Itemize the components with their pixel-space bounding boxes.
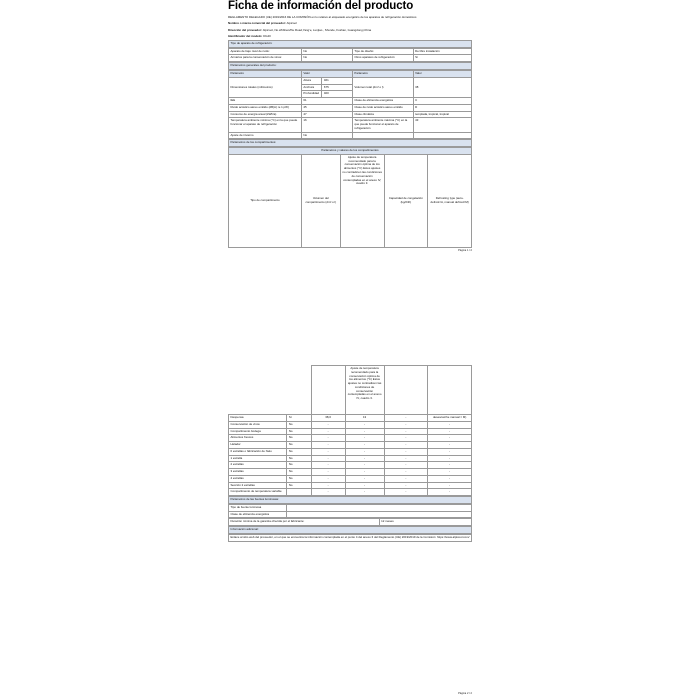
cell-value-2 bbox=[413, 132, 471, 139]
table-row bbox=[229, 535, 472, 542]
product-information-sheet bbox=[228, 0, 472, 252]
spacer-cell bbox=[428, 366, 472, 415]
dimension-value: 400 bbox=[322, 91, 352, 97]
compartment-freeze: - bbox=[384, 469, 428, 476]
model-id-label: Identificador del modelo: bbox=[228, 33, 263, 38]
cell-label-2: Clase climática bbox=[352, 111, 413, 118]
cell-value: No bbox=[301, 55, 352, 62]
cell-label: Aparato de bajo nivel de ruido: bbox=[229, 48, 302, 55]
cell-label: Armarios para la conservación de vinos: bbox=[229, 55, 302, 62]
general-params-header: Parámetros generales del producto: bbox=[228, 62, 472, 70]
col-param: Parámetro bbox=[229, 71, 302, 78]
cell-label: Dimensiones totales (milímetros) bbox=[229, 77, 302, 97]
warranty-label: Duración mínima de la garantía ofrecida por el fabricante: bbox=[229, 519, 380, 526]
compartment-temp: - bbox=[345, 469, 384, 476]
compartment-present: No bbox=[287, 475, 311, 482]
dimension-key: Anchura bbox=[302, 84, 322, 91]
cell-label-2 bbox=[352, 132, 413, 139]
dimension-value: 461 bbox=[322, 78, 352, 84]
compartment-freeze: - bbox=[384, 428, 428, 435]
dimensions-subtable bbox=[302, 78, 352, 97]
compartment-present: No bbox=[287, 435, 311, 442]
warranty-value: 12 meses bbox=[379, 519, 471, 526]
table-row bbox=[229, 475, 472, 482]
compartment-temp: - bbox=[345, 475, 384, 482]
compartment-present: No bbox=[287, 482, 311, 489]
compartment-present: No bbox=[287, 428, 311, 435]
compartment-freeze: - bbox=[384, 462, 428, 469]
light-source-type-value bbox=[287, 504, 472, 511]
compartment-present: No bbox=[287, 462, 311, 469]
cell-label: Consumo de energía anual (kWh/a) bbox=[229, 111, 302, 118]
compartment-defrost: - bbox=[428, 475, 472, 482]
col-value-2: Valor bbox=[413, 71, 471, 78]
cell-value-2: 43 bbox=[413, 118, 471, 132]
compartment-volume: - bbox=[311, 462, 345, 469]
supplier-label: Nombre o marca comercial del proveedor: bbox=[228, 21, 286, 26]
table-header-row bbox=[229, 71, 472, 78]
compartment-name: Helador bbox=[229, 442, 287, 449]
cell-label-2: Clase de eficiencia energética bbox=[352, 98, 413, 105]
compartment-volume: - bbox=[311, 421, 345, 428]
cell-value-2: Sí bbox=[413, 55, 471, 62]
table-row bbox=[229, 111, 472, 118]
cell-value: 61 bbox=[301, 98, 352, 105]
cell-value-2: De libre instalación bbox=[413, 48, 471, 55]
supplier-value: Alpicool bbox=[286, 21, 297, 26]
address-value: Alpicool, No.2AShenZhu Road,Yang'e, Lunjiao , Shunde, Foshan, Guangdong,China bbox=[262, 27, 372, 32]
cell-value-2: 38 bbox=[413, 77, 471, 97]
table-header-row bbox=[229, 366, 472, 415]
compartment-freeze: - bbox=[384, 415, 428, 422]
table-row bbox=[229, 98, 472, 105]
table-row bbox=[302, 84, 352, 91]
compartment-present: No bbox=[287, 442, 311, 449]
cell-label-2: Otros aparatos de refrigeración: bbox=[352, 55, 413, 62]
table-row bbox=[229, 132, 472, 139]
compartment-volume: - bbox=[311, 475, 345, 482]
compartment-freeze: - bbox=[384, 455, 428, 462]
compartment-temp: - bbox=[345, 428, 384, 435]
page-number-1: Página 1 / 2 bbox=[458, 249, 472, 253]
col-defrosting-type: Defrosting type (auto-defrost=A, manual defrost=M) bbox=[428, 154, 472, 247]
compartment-freeze: - bbox=[384, 475, 428, 482]
table-row bbox=[229, 104, 472, 111]
col-value: Valor bbox=[301, 71, 352, 78]
cell-value: No bbox=[301, 48, 352, 55]
page-number-2: Página 2 / 2 bbox=[458, 692, 472, 695]
cell-label-2: Volumen total (dm³ o l) bbox=[352, 77, 413, 97]
table-row bbox=[229, 415, 472, 422]
compartment-name: 2 estrellas bbox=[229, 462, 287, 469]
compartment-freeze: - bbox=[384, 482, 428, 489]
light-source-table bbox=[228, 504, 472, 519]
compartment-volume: - bbox=[311, 428, 345, 435]
compartment-freeze: - bbox=[384, 442, 428, 449]
compartment-name: Compartimento bodega bbox=[229, 428, 287, 435]
table-row bbox=[229, 462, 472, 469]
compartment-present: Sí bbox=[287, 415, 311, 422]
col-recommended-temp-continued: Ajuste de temperatura recomendado para la conservación óptima de los alimentos (°C) Estos ajustes no contradicen las condiciones de conservación contempladas en el anexo IV, cuadro 3. bbox=[345, 366, 384, 415]
compartment-defrost: - bbox=[428, 428, 472, 435]
compartment-temp: 13 bbox=[345, 415, 384, 422]
compartment-name: Conservación de vinos bbox=[229, 421, 287, 428]
additional-info-header: Información adicional: bbox=[228, 526, 472, 534]
compartment-temp: - bbox=[345, 421, 384, 428]
light-energy-class-value bbox=[287, 511, 472, 518]
cell-value: No bbox=[301, 132, 352, 139]
compartment-defrost: - bbox=[428, 469, 472, 476]
cell-label: Ruido acústico aéreo emitido (dB(A) re 1 pW) bbox=[229, 104, 302, 111]
appliance-type-table bbox=[228, 48, 472, 63]
warranty-table bbox=[228, 518, 472, 526]
compartment-volume: - bbox=[311, 469, 345, 476]
compartment-defrost: desescarche manual = M) bbox=[428, 415, 472, 422]
dimension-key: Altura bbox=[302, 78, 322, 84]
compartment-temp: - bbox=[345, 462, 384, 469]
compartment-present: No bbox=[287, 421, 311, 428]
table-row bbox=[229, 504, 472, 511]
address-label: Dirección del proveedor: bbox=[228, 27, 263, 32]
compartment-volume: - bbox=[311, 455, 345, 462]
compartment-defrost: - bbox=[428, 442, 472, 449]
dimension-key: Profundidad bbox=[302, 91, 322, 97]
compartment-temp: - bbox=[345, 448, 384, 455]
cell-label-2: Temperatura ambiente máxima (°C) en la que puede funcionar el aparato de refrigeración bbox=[352, 118, 413, 132]
col-freezing-capacity: Capacidad de congelación (kg/24h) bbox=[384, 154, 428, 247]
compartment-temp: - bbox=[345, 435, 384, 442]
compartment-name: Sección 2 estrellas bbox=[229, 482, 287, 489]
light-energy-class-label: Clase de eficiencia energética bbox=[229, 511, 287, 518]
table-row bbox=[229, 455, 472, 462]
compartment-name: Compartimento de temperatura variable bbox=[229, 489, 287, 496]
compartment-present: No bbox=[287, 448, 311, 455]
regulation-note: REGLAMENTO DELEGADO (UE) 2019/2016 DE LA COMISIÓN en lo relativo al etiquetado energético de los aparatos de refrigeración domésticos bbox=[228, 15, 417, 19]
cell-label: IEE bbox=[229, 98, 302, 105]
cell-value-2: C bbox=[413, 98, 471, 105]
cell-value: 47 bbox=[301, 111, 352, 118]
appliance-type-header: Tipo de aparato de refrigeración: bbox=[228, 40, 472, 48]
spacer-cell bbox=[287, 366, 311, 415]
cell-value-2: D bbox=[413, 104, 471, 111]
compartment-name: 4 estrellas bbox=[229, 475, 287, 482]
compartment-defrost: - bbox=[428, 482, 472, 489]
additional-info-table bbox=[228, 534, 472, 542]
product-information-sheet-page2 bbox=[228, 365, 472, 542]
compartment-name: 3 estrellas bbox=[229, 469, 287, 476]
table-row bbox=[302, 91, 352, 97]
table-row bbox=[229, 435, 472, 442]
compartment-freeze: - bbox=[384, 421, 428, 428]
compartment-name: 0 estrellas o fabricación de hielo bbox=[229, 448, 287, 455]
compartment-volume: - bbox=[311, 448, 345, 455]
table-row bbox=[229, 469, 472, 476]
compartment-temp: - bbox=[345, 442, 384, 449]
compartment-name: Despensa bbox=[229, 415, 287, 422]
compartment-present: No bbox=[287, 455, 311, 462]
compartment-defrost: - bbox=[428, 448, 472, 455]
page-title: Ficha de información del producto bbox=[228, 0, 414, 12]
compartment-defrost: - bbox=[428, 435, 472, 442]
compartment-defrost: - bbox=[428, 421, 472, 428]
table-row bbox=[229, 48, 472, 55]
general-params-table bbox=[228, 70, 472, 139]
table-row bbox=[229, 519, 472, 526]
dimension-value: 675 bbox=[322, 84, 352, 91]
compartment-freeze: - bbox=[384, 448, 428, 455]
spacer-cell bbox=[384, 366, 428, 415]
table-header-row bbox=[229, 154, 472, 247]
col-param-2: Parámetro bbox=[352, 71, 413, 78]
cell-value-2: templada, tropical, tropical bbox=[413, 111, 471, 118]
compartment-volume: - bbox=[311, 435, 345, 442]
table-row-dimensions bbox=[229, 77, 472, 97]
cell-value: 45 bbox=[301, 104, 352, 111]
table-row bbox=[229, 489, 472, 496]
compartment-defrost: - bbox=[428, 489, 472, 496]
table-row bbox=[229, 482, 472, 489]
light-source-type-label: Tipo de fuente luminosa bbox=[229, 504, 287, 511]
col-compartment-volume: Volumen del compartimento (dm³ o l) bbox=[301, 154, 340, 247]
table-row bbox=[229, 118, 472, 132]
compartment-freeze: - bbox=[384, 435, 428, 442]
compartment-table-top bbox=[228, 147, 472, 248]
table-row bbox=[229, 442, 472, 449]
compartment-band-label: Parámetros y valores de los compartimentos bbox=[229, 148, 472, 155]
compartment-present: No bbox=[287, 469, 311, 476]
dimensions-cell bbox=[301, 77, 352, 97]
compartment-temp: - bbox=[345, 489, 384, 496]
compartment-volume: 38,0 bbox=[311, 415, 345, 422]
compartment-volume: - bbox=[311, 482, 345, 489]
cell-label: Ajuste de invierno bbox=[229, 132, 302, 139]
cell-label-2: Tipo de diseño: bbox=[352, 48, 413, 55]
compartment-defrost: - bbox=[428, 462, 472, 469]
compartment-params-header: Parámetros de los compartimentos: bbox=[228, 139, 472, 147]
col-compartment-type: Tipo de compartimento bbox=[229, 154, 302, 247]
compartment-freeze: - bbox=[384, 489, 428, 496]
light-params-header: Parámetros de las fuentes luminosas: bbox=[228, 496, 472, 504]
compartment-temp: - bbox=[345, 482, 384, 489]
spacer-cell bbox=[229, 366, 287, 415]
table-row bbox=[229, 421, 472, 428]
compartment-name: Alimentos frescos bbox=[229, 435, 287, 442]
cell-label: Temperatura ambiente mínima (°C) en la que puede funcionar el aparato de refrigeración bbox=[229, 118, 302, 132]
table-row bbox=[229, 55, 472, 62]
col-recommended-temp: Ajuste de temperatura recomendado para la conservación óptima de los alimentos (°C) Estos ajustes no contradicen las condiciones de conservación contempladas en el anexo IV, cuadro 3. bbox=[340, 154, 384, 247]
spacer-cell bbox=[311, 366, 345, 415]
table-header-row bbox=[229, 148, 472, 155]
table-row bbox=[229, 448, 472, 455]
model-id-value: DG40 bbox=[263, 33, 271, 38]
compartment-table-continued bbox=[228, 365, 472, 496]
cell-label-2: Clase de ruido acústico aéreo emitido bbox=[352, 104, 413, 111]
additional-info-text: Enlace al sitio web del proveedor, en el que se encuentra la información contemplada en el punto 4 del anexo II del Reglamento (UE) 2019/2019 de la Comisión: https://www.alpicool.com/ bbox=[229, 535, 472, 542]
compartment-present bbox=[287, 489, 311, 496]
compartment-name: 1 estrella bbox=[229, 455, 287, 462]
table-row bbox=[229, 428, 472, 435]
compartment-volume: - bbox=[311, 442, 345, 449]
compartment-defrost: - bbox=[428, 455, 472, 462]
cell-value: 16 bbox=[301, 118, 352, 132]
table-row bbox=[229, 511, 472, 518]
compartment-temp: - bbox=[345, 455, 384, 462]
compartment-volume: - bbox=[311, 489, 345, 496]
